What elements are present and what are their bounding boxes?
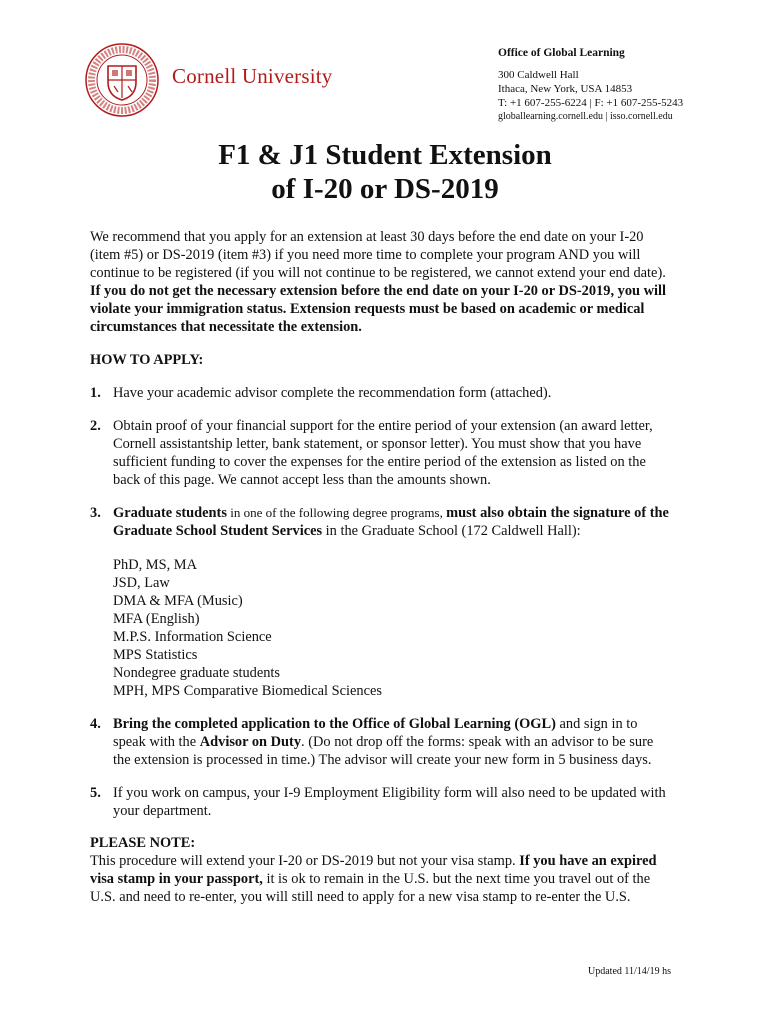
step-text: Have your academic advisor complete the recommendation form (attached). xyxy=(113,385,552,401)
step-5 xyxy=(90,784,670,820)
step-3 xyxy=(90,504,670,700)
address-line1: 300 Caldwell Hall xyxy=(498,69,579,81)
step-bold-b: must also obtain the signature of the Graduate School Student Services xyxy=(113,505,669,539)
office-name: Office of Global Learning xyxy=(498,47,625,59)
program-item: MFA (English) xyxy=(113,611,200,627)
step-bold-a: Bring the completed application to the Office of Global Learning (OGL) xyxy=(113,716,556,732)
step-text-b: . (Do not drop off the forms: speak with an advisor to be sure the extension is processed in time.) The advisor will create your new form in 5 business days. xyxy=(113,734,654,768)
title-line2: of I-20 or DS-2019 xyxy=(271,173,499,205)
intro-paragraph xyxy=(90,228,670,336)
step-bold-b: Advisor on Duty xyxy=(199,734,302,750)
program-item: MPS Statistics xyxy=(113,647,198,663)
step-1 xyxy=(90,384,670,402)
how-to-apply-heading: HOW TO APPLY: xyxy=(90,352,204,368)
university-name: Cornell University xyxy=(172,64,333,88)
document-title xyxy=(0,138,770,206)
note-body xyxy=(90,852,670,906)
phone-fax: T: +1 607-255-6224 | F: +1 607-255-5243 xyxy=(498,97,684,109)
document-body xyxy=(90,228,670,906)
program-item: DMA & MFA (Music) xyxy=(113,593,243,609)
note-bold: If you have an expired visa stamp in your passport, xyxy=(90,853,657,887)
degree-program-list xyxy=(113,556,670,700)
step-number: 1. xyxy=(90,385,101,401)
title-line1: F1 & J1 Student Extension xyxy=(218,139,552,171)
program-item: Nondegree graduate students xyxy=(113,665,281,681)
cornell-seal-icon xyxy=(84,42,160,118)
step-number: 5. xyxy=(90,785,101,801)
step-number: 3. xyxy=(90,505,101,521)
step-4 xyxy=(90,715,670,769)
please-note-section xyxy=(90,834,670,906)
step-text-a: in one of the following degree programs, xyxy=(226,505,447,520)
step-2 xyxy=(90,417,670,489)
step-text: If you work on campus, your I-9 Employment Eligibility form will also need to be updated with your department. xyxy=(113,785,666,819)
step-bold-a: Graduate students xyxy=(113,505,227,521)
steps-list xyxy=(90,384,670,820)
note-text-a: This procedure will extend your I-20 or DS-2019 but not your visa stamp. xyxy=(90,853,520,869)
cornell-logo xyxy=(84,42,334,122)
program-item: M.P.S. Information Science xyxy=(113,629,272,645)
step-number: 4. xyxy=(90,716,101,732)
step-number: 2. xyxy=(90,418,101,434)
step-text-a: and sign in to speak with the xyxy=(113,716,638,750)
program-item: MPH, MPS Comparative Biomedical Sciences xyxy=(113,683,382,699)
intro-text: We recommend that you apply for an extension at least 30 days before the end date on your I-20 (item #5) or DS-2019 (item #3) if you need more time to complete your program AND you will continue to be registered (if you will not continue to be registered, we cannot extend your end date). xyxy=(90,229,666,281)
address-line2: Ithaca, New York, USA 14853 xyxy=(498,83,633,95)
office-contact-block xyxy=(498,46,738,124)
step-text-b: in the Graduate School (172 Caldwell Hall): xyxy=(322,523,581,539)
updated-date: Updated 11/14/19 hs xyxy=(588,966,671,977)
websites: globallearning.cornell.edu | isso.cornell.edu xyxy=(498,111,673,122)
note-title: PLEASE NOTE: xyxy=(90,835,196,851)
intro-warning: If you do not get the necessary extension before the end date on your I-20 or DS-2019, you will violate your immigration status. Extension requests must be based on academic or medical circumstances that necessitate the extension. xyxy=(90,283,667,335)
note-text-b: it is ok to remain in the U.S. but the next time you travel out of the U.S. and need to re-enter, you will still need to apply for a new visa stamp to re-enter the U.S. xyxy=(90,871,651,905)
program-item: PhD, MS, MA xyxy=(113,557,197,573)
step-text: Obtain proof of your financial support for the entire period of your extension (an award letter, Cornell assistantship letter, bank statement, or sponsor letter). You must show that you have sufficient funding to cover the expenses for the entire period of the extension as listed on the back of this page. We cannot accept less than the amounts shown. xyxy=(113,418,653,488)
program-item: JSD, Law xyxy=(113,575,170,591)
